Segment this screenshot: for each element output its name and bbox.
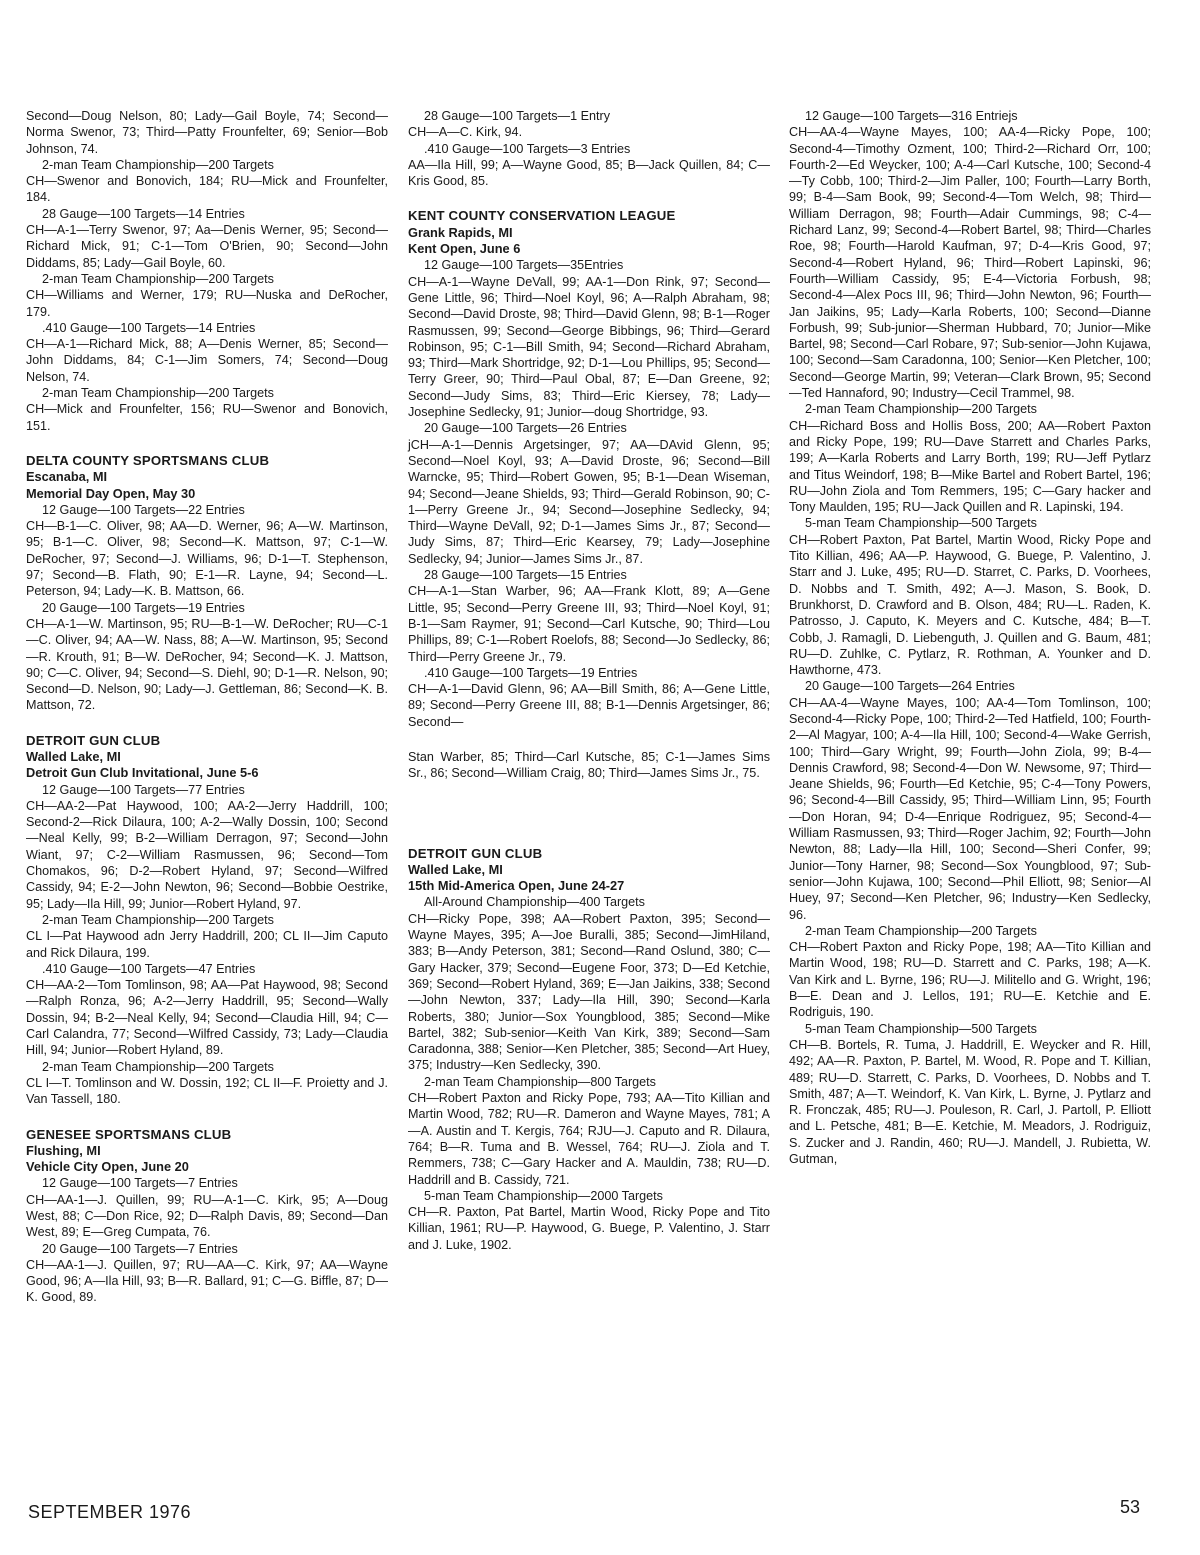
- results-paragraph: CH—Ricky Pope, 398; AA—Robert Paxton, 395; Second—Wayne Mayes, 395; A—Joe Buralli, 385; Second—JimHiland, 383; B—Andy Peterson, 381; Second—Rand Oslund, 380; C—Gary Hacker, 379; Second—Eugene Foor, 373; D—Ed Ketchie, 369; Second—Robert Hyland, 369; E—Jan Jaikins, 338; Second—John Newton, 337; Lady—Ila Hill, 390; Second—Karla Roberts, 380; Junior—Sox Youngblood, 385; Second—Mike Bartel, 382; Sub-senior—Keith Van Kirk, 389; Second—Sam Caradonna, 388; Senior—Ken Pletcher, 385; Second—Art Huey, 375; Industry—Ken Sedlecky, 390.: [408, 911, 770, 1073]
- results-paragraph: CH—B. Bortels, R. Tuma, J. Haddrill, E. Weycker and R. Hill, 492; AA—R. Paxton, P. Bartel, M. Wood, R. Pope and T. Killian, 489; RU—D. Starrett, C. Parks, D. Voorhees, D. Nobbs and T. Smith, 487; A—T. Weindorf, K. Van Kirk, L. Byrne, J. Pytlarz and R. Fronczak, 485; RU—J. Pouleson, R. Carl, J. Partoll, P. Elliott and L. Petsche, 481; B—E. Ketchie, M. Meadors, J. Rodriguiz, S. Zucker and J. Randin, 460; RU—J. Mandell, J. Rubietta, W. Gutman,: [789, 1037, 1151, 1166]
- results-paragraph: CH—AA-2—Pat Haywood, 100; AA-2—Jerry Haddrill, 100; Second-2—Rick Dilaura, 100; A-2—Wally Dossin, 100; Second—Neal Kelly, 99; B-2—William Derragon, 97; Second—John Wiant, 97; C-2—William Rasmussen, 96; Second—Tom Chomakos, 96; D-2—Robert Hyland, 97; Second—Wilfred Cassidy, 94; E-2—John Newton, 96; Second—Bobbie Oestrike, 95; Lady—Ila Hill, 99; Junior—Robert Hyland, 97.: [26, 798, 388, 911]
- column-3: [789, 108, 1151, 1167]
- event-heading: 2-man Team Championship—200 Targets: [42, 271, 274, 286]
- event-heading: 2-man Team Championship—200 Targets: [805, 923, 1037, 938]
- shoot-title: Kent Open, June 6: [408, 241, 521, 257]
- event-heading: .410 Gauge—100 Targets—3 Entries: [424, 141, 631, 156]
- shoot-title: Detroit Gun Club Invitational, June 5-6: [26, 765, 259, 781]
- page-number: 53: [1120, 1497, 1141, 1517]
- results-paragraph: jCH—A-1—Dennis Argetsinger, 97; AA—DAvid Glenn, 95; Second—Noel Koyl, 93; A—David Droste, 96; Second—Bill Warncke, 95; Third—Robert Gowen, 95; B-1—Dean Wiseman, 94; Second—Jeane Shields, 93; Third—Gerald Robinson, 90; C-1—Perry Greene Jr., 94; Second—Josephine Sedlecky, 94; Third—Wayne DeVall, 92; D-1—James Sims Jr., 87; Second—Judy Sims, 87; Third—Eric Kearsey, 79; Lady—Josephine Sedlecky, 94; Junior—James Sims Jr., 87.: [408, 437, 770, 566]
- event-heading: 2-man Team Championship—800 Targets: [424, 1074, 656, 1089]
- club-name: DETROIT GUN CLUB: [408, 845, 543, 861]
- club-name: KENT COUNTY CONSERVATION LEAGUE: [408, 208, 676, 224]
- results-paragraph: CH—A-1—Wayne DeVall, 99; AA-1—Don Rink, 97; Second—Gene Little, 96; Third—Noel Koyl, 96; A—Ralph Abraham, 98; Second—David Droste, 98; Third—David Glenn, 98; B-1—Roger Rasmussen, 99; Second—George Bibbings, 96; Third—Gerard Robinson, 95; C-1—Bill Smith, 94; Second—Richard Abraham, 93; Third—Mark Shortridge, 92; D-1—Lou Phillips, 95; Second—Terry Greer, 90; Third—Paul Obal, 87; E—Dan Greene, 92; Second—Judy Sims, 83; Third—Eric Kiersey, 78; Lady—Josephine Sedlecky, 91; Junior—doug Shortridge, 93.: [408, 274, 770, 420]
- event-heading: 5-man Team Championship—500 Targets: [805, 516, 1037, 531]
- event-heading: 2-man Team Championship—200 Targets: [42, 386, 274, 401]
- results-paragraph: CH—Swenor and Bonovich, 184; RU—Mick and Frounfelter, 184.: [26, 174, 388, 205]
- event-heading: .410 Gauge—100 Targets—14 Entries: [42, 320, 256, 335]
- event-heading: 12 Gauge—100 Targets—7 Entries: [42, 1176, 238, 1191]
- event-heading: 20 Gauge—100 Targets—7 Entries: [42, 1241, 238, 1256]
- results-paragraph: CH—AA-1—J. Quillen, 99; RU—A-1—C. Kirk, 95; A—Doug West, 88; C—Don Rice, 92; D—Ralph Davis, 89; Second—Dan West, 89; E—Greg Cumpata, 76.: [26, 1192, 388, 1240]
- event-heading: 28 Gauge—100 Targets—15 Entries: [424, 568, 627, 583]
- results-paragraph: CH—AA-2—Tom Tomlinson, 98; AA—Pat Haywood, 98; Second—Ralph Ronza, 96; A-2—Jerry Haddrill, 95; Second—Wally Dossin, 94; B-2—Neal Kelly, 94; Second—Claudia Hill, 94; C—Carl Calandra, 77; Second—Wilfred Cassidy, 73; Lady—Claudia Hill, 94; Junior—Robert Hyland, 89.: [26, 978, 388, 1058]
- column-1: [26, 108, 388, 1306]
- results-paragraph: CH—Robert Paxton and Ricky Pope, 793; AA—Tito Killian and Martin Wood, 782; RU—R. Dameron and Wayne Mayes, 781; A—A. Austin and T. Kergis, 764; RJU—J. Caputo and R. Dilaura, 764; B—R. Tuma and B. Wessel, 764; RU—J. Ziola and T. Remmers, 738; C—Gary Hacker and A. Mauldin, 738; RU—D. Haddrill and B. Cassidy, 721.: [408, 1091, 770, 1187]
- results-paragraph: CH—AA-4—Wayne Mayes, 100; AA-4—Ricky Pope, 100; Second-4—Timothy Ozment, 100; Third-2—Richard Orr, 100; Fourth-2—Ed Weycker, 100; A-4—Carl Kutsche, 100; Second-4—Ty Cobb, 100; Third-2—Jim Paller, 100; Fourth—Larry Borth, 99; B-4—Sam Book, 99; Second-4—Tom Welch, 98; Third—William Derragon, 98; Fourth—Adair Cummings, 98; C-4—Richard Lanz, 99; Second-4—Robert Bartel, 98; Third—Charles Roe, 98; Fourth—Harold Kaufman, 97; D-4—Kris Good, 97; Second-4—Robert Hyland, 96; Third—Robert Lapinski, 96; Fourth—William Cassidy, 95; E-4—Victoria Forbush, 98; Second-4—Alex Pocs III, 96; Third—John Newton, 96; Fourth—Jan Jaikins, 95; Lady—Karla Roberts, 100; Second—Dianne Forbush, 99; Sub-junior—Sherman Hubbard, 70; Junior—Mike Bartel, 98; Second—Carl Robare, 97; Sub-senior—John Kujawa, 100; Second—Sam Caradonna, 100; Senior—Ken Pletcher, 100; Second—George Martin, 99; Veteran—Clark Brown, 95; Second—Ted Hannaford, 90; Industry—Cecil Trammel, 98.: [789, 125, 1151, 401]
- event-heading: 20 Gauge—100 Targets—19 Entries: [42, 600, 245, 615]
- event-heading: 2-man Team Championship—200 Targets: [42, 912, 274, 927]
- club-name: DELTA COUNTY SPORTSMANS CLUB: [26, 452, 270, 468]
- event-heading: 2-man Team Championship—200 Targets: [805, 402, 1037, 417]
- event-heading: 2-man Team Championship—200 Targets: [42, 1059, 274, 1074]
- event-heading: 5-man Team Championship—500 Targets: [805, 1021, 1037, 1036]
- club-location: Flushing, MI: [26, 1142, 101, 1158]
- event-heading: 5-man Team Championship—2000 Targets: [424, 1188, 663, 1203]
- club-location: Walled Lake, MI: [408, 861, 503, 877]
- event-heading: 20 Gauge—100 Targets—26 Entries: [424, 421, 627, 436]
- club-name: GENESEE SPORTSMANS CLUB: [26, 1126, 232, 1142]
- results-paragraph: CH—Robert Paxton, Pat Bartel, Martin Wood, Ricky Pope and Tito Killian, 496; AA—P. Haywood, G. Buege, P. Valentino, J. Starr and J. Luke, 495; RU—D. Starret, C. Parks, D. Voorhees, D. Nobbs and T. Smith, 492; A—J. Mason, S. Book, D. Brunkhorst, D. Crawford and B. Olson, 484; RU—L. Raden, K. Patrosso, J. Caputo, K. Meyers and C. Kutsche, 484; B—T. Cobb, J. Ramagli, D. Liebenguth, J. Quillen and G. Baum, 481; RU—D. Zuhlke, C. Pytlarz, R. Rothman, A. Younker and D. Hawthorne, 473.: [789, 532, 1151, 678]
- results-paragraph: CH—A-1—David Glenn, 96; AA—Bill Smith, 86; A—Gene Little, 89; Second—Perry Greene III, 88; B-1—Dennis Argetsinger, 86; Second—: [408, 682, 770, 729]
- event-heading: .410 Gauge—100 Targets—47 Entries: [42, 961, 256, 976]
- results-paragraph: CH—B-1—C. Oliver, 98; AA—D. Werner, 96; A—W. Martinson, 95; B-1—C. Oliver, 98; Second—K. Mattson, 97; C-1—W. DeRocher, 97; Second—J. Williams, 96; D-1—T. Stephenson, 97; Second—B. Flath, 90; E-1—R. Layne, 94; Second—L. Peterson, 94; Lady—K. B. Mattson, 66.: [26, 519, 388, 599]
- shoot-title: Vehicle City Open, June 20: [26, 1159, 189, 1175]
- event-heading: 12 Gauge—100 Targets—35Entries: [424, 258, 624, 273]
- shoot-title: Memorial Day Open, May 30: [26, 485, 196, 501]
- club-location: Escanaba, MI: [26, 469, 108, 485]
- event-heading: 12 Gauge—100 Targets—22 Entries: [42, 502, 245, 517]
- event-heading: 20 Gauge—100 Targets—264 Entries: [805, 679, 1015, 694]
- results-paragraph: CH—Richard Boss and Hollis Boss, 200; AA—Robert Paxton and Ricky Pope, 199; RU—Dave Starrett and Charles Parks, 199; A—Karla Roberts and Larry Borth, 199; RU—Jeff Pytlarz and Titus Weindorf, 198; B—Mike Bartel and Robert Bartel, 196; RU—John Ziola and Tom Remmers, 195; C—Gary hacker and Tony Maulden, 195; RU—Jack Quillen and R. Lapinski, 194.: [789, 418, 1151, 515]
- club-name: DETROIT GUN CLUB: [26, 732, 161, 748]
- event-heading: 12 Gauge—100 Targets—316 Entriejs: [805, 109, 1018, 123]
- shoot-title: 15th Mid-America Open, June 24-27: [408, 878, 625, 894]
- results-paragraph: CH—R. Paxton, Pat Bartel, Martin Wood, Ricky Pope and Tito Killian, 1961; RU—P. Haywood, G. Buege, P. Valentino, J. Starr and J. Luke, 1902.: [408, 1205, 770, 1252]
- results-paragraph: CL I—T. Tomlinson and W. Dossin, 192; CL II—F. Proietty and J. Van Tassell, 180.: [26, 1075, 388, 1107]
- results-paragraph: CH—AA-1—J. Quillen, 97; RU—AA—C. Kirk, 97; AA—Wayne Good, 96; A—Ila Hill, 93; B—R. Ballard, 91; C—G. Biffle, 87; D—K. Good, 89.: [26, 1257, 388, 1305]
- event-heading: 28 Gauge—100 Targets—14 Entries: [42, 206, 245, 221]
- results-paragraph: CH—A-1—W. Martinson, 95; RU—B-1—W. DeRocher; RU—C-1—C. Oliver, 94; AA—W. Nass, 88; A—W. Martinson, 95; Second—R. Krouth, 91; B—W. DeRocher, 94; Second—K. J. Mattson, 90; C—C. Oliver, 94; Second—S. Diehl, 90; D-1—R. Nelson, 90; Second—D. Nelson, 90; Lady—J. Gettleman, 86; Second—K. B. Mattson, 72.: [26, 616, 388, 713]
- results-paragraph: AA—Ila Hill, 99; A—Wayne Good, 85; B—Jack Quillen, 84; C—Kris Good, 85.: [408, 157, 770, 189]
- club-location: Grank Rapids, MI: [408, 224, 513, 240]
- results-paragraph: Second—Doug Nelson, 80; Lady—Gail Boyle, 74; Second—Norma Swenor, 73; Third—Patty Frounfelter, 69; Senior—Bob Johnson, 74.: [26, 109, 388, 156]
- event-heading: 28 Gauge—100 Targets—1 Entry: [424, 109, 610, 123]
- results-paragraph: CL I—Pat Haywood adn Jerry Haddrill, 200; CL II—Jim Caputo and Rick Dilaura, 199.: [26, 929, 388, 960]
- results-paragraph: CH—Robert Paxton and Ricky Pope, 198; AA—Tito Killian and Martin Wood, 198; RU—D. Starrett and C. Parks, 198; A—K. Van Kirk and L. Byrne, 196; RU—J. Militello and G. Wright, 196; B—E. Dean and J. Lellos, 191; RU—E. Ketchie and E. Rodriguis, 190.: [789, 940, 1151, 1020]
- club-location: Walled Lake, MI: [26, 748, 121, 764]
- results-paragraph: CH—A-1—Stan Warber, 96; AA—Frank Klott, 89; A—Gene Little, 95; Second—Perry Greene III, 93; Third—Noel Koyl, 91; B-1—Sam Raymer, 91; Second—Carl Kutsche, 90; Third—Lou Phillips, 89; C-1—Robert Roelofs, 88; Second—Jo Sedlecky, 86; Third—Perry Greene Jr., 79.: [408, 584, 770, 664]
- event-heading: All-Around Championship—400 Targets: [424, 895, 645, 910]
- event-heading: 2-man Team Championship—200 Targets: [42, 157, 274, 172]
- results-paragraph: Stan Warber, 85; Third—Carl Kutsche, 85; C-1—James Sims Sr., 86; Second—William Craig, 80; Third—James Sims Jr., 75.: [408, 749, 770, 781]
- issue-date: SEPTEMBER 1976: [28, 1502, 192, 1522]
- results-paragraph: CH—AA-4—Wayne Mayes, 100; AA-4—Tom Tomlinson, 100; Second-4—Ricky Pope, 100; Third-2—Ted Hatfield, 100; Fourth-2—Al Magyar, 100; A-4—Ila Hill, 100; Second-4—Wake Gerrish, 100; Third—Gary Wright, 99; Fourth—John Ziola, 99; B-4—Dennis Crawford, 98; Second-4—Don W. Newsome, 97; Third—Jeane Shields, 96; Fourth—Ed Ketchie, 95; C-4—Tony Powers, 96; Second-4—Bill Cassidy, 95; Third—William Linn, 95; Fourth—Don Horan, 94; D-4—Enrique Rodriguez, 95; Second-4—William Rasmussen, 93; Third—Roger Jachim, 92; Fourth—John Newton, 88; Lady—Ila Hill, 100; Second—Sheri Confer, 99; Junior—Tony Harner, 98; Second—Sox Youngblood, 97; Sub-senior—John Kujawa, 100; Second—Phil Elliott, 98; Senior—Al Huey, 97; Second—Ken Pletcher, 96; Industry—Ken Sedlecky, 96.: [789, 695, 1151, 922]
- event-heading: .410 Gauge—100 Targets—19 Entries: [424, 665, 638, 680]
- results-paragraph: CH—A-1—Richard Mick, 88; A—Denis Werner, 85; Second—John Diddams, 84; C-1—Jim Somers, 74; Second—Doug Nelson, 74.: [26, 337, 388, 384]
- event-heading: 12 Gauge—100 Targets—77 Entries: [42, 782, 245, 797]
- column-2: [408, 108, 770, 1253]
- results-paragraph: CH—Williams and Werner, 179; RU—Nuska and DeRocher, 179.: [26, 288, 388, 319]
- results-paragraph: CH—A-1—Terry Swenor, 97; Aa—Denis Werner, 95; Second—Richard Mick, 91; C-1—Tom O'Brien, 90; Second—John Diddams, 85; Lady—Gail Boyle, 60.: [26, 223, 388, 270]
- results-paragraph: CH—A—C. Kirk, 94.: [408, 125, 523, 140]
- results-paragraph: CH—Mick and Frounfelter, 156; RU—Swenor and Bonovich, 151.: [26, 402, 388, 433]
